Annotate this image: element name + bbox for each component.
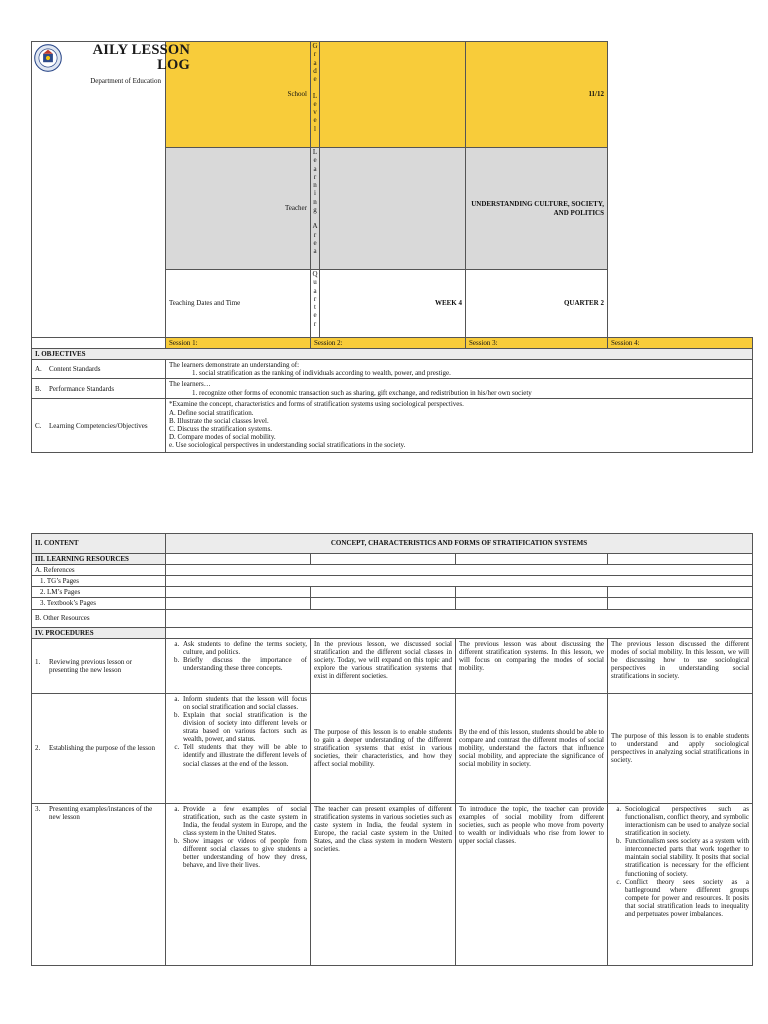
vertical-letter: d: [313, 66, 317, 75]
purpose-session-4: The purpose of this lesson is to enable students to understand and apply sociological perspectives in analyzing social stratifications in society.: [608, 693, 753, 803]
teacher-label: Teacher: [166, 148, 311, 270]
vertical-letter: [311, 83, 319, 91]
teaching-dates-label: Teaching Dates and Time: [166, 270, 311, 338]
lesson-log-header-table: [31, 41, 753, 338]
reviewing-session-2: In the previous lesson, we discussed social stratification and the different social classes in society. Today, we will expand on this topic and explore the various stratification systems that exist in different societies.: [311, 638, 456, 693]
school-value: [320, 42, 466, 148]
session-1-header: Session 1:: [166, 338, 311, 349]
vertical-letter: e: [313, 99, 317, 108]
vertical-letter: g: [313, 205, 317, 214]
vertical-letter: r: [313, 294, 317, 303]
examples-session-2: The teacher can present examples of different stratification systems in various societies such as caste system in India, the feudal system in Europe, the racial caste system in the United States, and the class system in modern Western societies.: [311, 803, 456, 965]
content-value: CONCEPT, CHARACTERISTICS AND FORMS OF STRATIFICATION SYSTEMS: [166, 534, 753, 554]
vertical-letter: [311, 214, 319, 222]
purpose-session-3: By the end of this lesson, students should be able to compare and contrast the different modes of social mobility, understand the factors that influence social mobility, and appreciate the significance of social mobility in society.: [456, 693, 608, 803]
department-name: Department of Education: [90, 77, 161, 85]
vertical-letter: e: [313, 156, 317, 165]
vertical-letter: r: [313, 230, 317, 239]
vertical-letter: u: [313, 278, 317, 287]
objectives-heading: I. OBJECTIVES: [32, 349, 753, 360]
vertical-letter: G: [312, 42, 318, 50]
learning-area-value: UNDERSTANDING CULTURE, SOCIETY, AND POLITICS: [466, 148, 608, 270]
grade-level-vertical-label: [311, 42, 320, 148]
vertical-letter: n: [313, 181, 317, 189]
vertical-letter: a: [313, 286, 317, 295]
purpose-session-2: The purpose of this lesson is to enable students to gain a deeper understanding of the different stratification systems that exist in various societies, their characteristics, and how they affect social mobility.: [311, 693, 456, 803]
examples-session-3: To introduce the topic, the teacher can provide examples of social mobility from different societies, such as people who move from poverty to wealth or individuals who rise from lower to upper social classes.: [456, 803, 608, 965]
reviewing-session-1: a. Ask students to define the terms society, culture, and politics. b. Briefly discuss the importance of understanding these three concepts.: [166, 638, 311, 693]
vertical-letter: r: [313, 319, 317, 328]
vertical-letter: A: [312, 222, 318, 231]
grade-level-value: 11/12: [466, 42, 608, 148]
session-4-header: Session 4:: [608, 338, 753, 349]
competencies-label: C. Learning Competencies/Objectives: [32, 399, 166, 453]
lm-pages-label: 2. LM’s Pages: [32, 587, 166, 598]
session-2-header: Session 2:: [311, 338, 466, 349]
content-heading: II. CONTENT: [32, 534, 166, 554]
vertical-letter: a: [313, 58, 317, 67]
school-label: School: [166, 42, 311, 148]
vertical-letter: e: [313, 75, 317, 83]
vertical-letter: i: [314, 189, 316, 198]
vertical-letter: Q: [312, 270, 318, 278]
vertical-letter: e: [313, 238, 317, 247]
vertical-letter: n: [313, 197, 317, 206]
purpose-label: 2. Establishing the purpose of the lesson: [32, 693, 166, 803]
reviewing-session-4: The previous lesson discussed the different modes of social mobility. In this lesson, we will be discussing how to use sociological perspectives in understanding social stratifications in society.: [608, 638, 753, 693]
vertical-letter: l: [314, 124, 316, 133]
reviewing-label: 1. Reviewing previous lesson or presenting the new lesson: [32, 638, 166, 693]
competencies-value: *Examine the concept, characteristics and forms of stratification systems using sociological perspectives. A. Define social stratification. B. Illustrate the social classes level. C. Discuss the stratification systems. D. Compare modes of social mobility. e. Use sociological perspectives in understanding social stratifications in the society.: [166, 399, 753, 453]
week-value: WEEK 4: [320, 270, 466, 338]
quarter-vertical-label: [311, 270, 320, 338]
reviewing-session-3: The previous lesson was about discussing the different stratification systems. In this lesson, we will focus on comparing the modes of social mobility.: [456, 638, 608, 693]
vertical-letter: e: [313, 116, 317, 125]
references-label: A. References: [32, 565, 166, 576]
examples-session-1: a. Provide a few examples of social stratification, such as the caste system in India, the feudal system in Europe, and the class system in the United States. b. Show images or videos of people from different social classes to give students a better understanding of how they dress, behave, and live their lives.: [166, 803, 311, 965]
performance-standards-label: B. Performance Standards: [32, 379, 166, 399]
examples-session-4: a. Sociological perspectives such as functionalism, conflict theory, and symbolic interactionism can be used to analyze social stratification in society. b. Functionalism sees society as a system with interconnected parts that work together to maintain social stability. It posits that social stratification is necessary for the efficient functioning of society. c. Conflict theory sees society as a battleground where different groups compete for power and resources. It posits that social stratification leads to inequality and perpetuates power imbalances.: [608, 803, 753, 965]
procedures-heading: IV. PROCEDURES: [32, 627, 166, 638]
learning-area-vertical-label: [311, 148, 320, 270]
other-resources-label: B. Other Resources: [32, 609, 166, 627]
textbook-pages-label: 3. Textbook’s Pages: [32, 598, 166, 609]
examples-label: 3. Presenting examples/instances of the new lesson: [32, 803, 166, 965]
header-logo-cell: [32, 42, 190, 338]
vertical-letter: v: [313, 108, 317, 116]
procedures-table: [31, 533, 753, 966]
teacher-value: [320, 148, 466, 270]
performance-standards-value: The learners… 1. recognize other forms of economic transaction such as sharing, gift exchange, and redistribution in his/her own society: [166, 379, 753, 399]
vertical-letter: a: [313, 164, 317, 173]
vertical-letter: r: [313, 50, 317, 59]
tg-pages-label: 1. TG’s Pages: [32, 576, 166, 587]
deped-seal-icon: [34, 44, 62, 72]
vertical-letter: L: [312, 91, 318, 100]
learning-resources-heading: III. LEARNING RESOURCES: [32, 554, 166, 565]
content-standards-label: A. Content Standards: [32, 360, 166, 379]
quarter-value: QUARTER 2: [466, 270, 608, 338]
vertical-letter: r: [313, 172, 317, 181]
vertical-letter: t: [314, 303, 316, 311]
session-3-header: Session 3:: [466, 338, 608, 349]
vertical-letter: a: [313, 247, 317, 255]
page-title: AILY LESSON LOG: [92, 42, 190, 74]
vertical-letter: e: [313, 311, 317, 320]
objectives-table: [31, 337, 753, 453]
vertical-letter: L: [312, 148, 318, 156]
content-standards-value: The learners demonstrate an understanding of: 1. social stratification as the ranking of individuals according to wealth, power, and prestige.: [166, 360, 753, 379]
purpose-session-1: a. Inform students that the lesson will focus on social stratification and social classes. b. Explain that social stratification is the division of society into different levels or strata based on various factors such as wealth, power, and status. c. Tell students that they will be able to identify and illustrate the different levels of social classes at the end of the lesson.: [166, 693, 311, 803]
